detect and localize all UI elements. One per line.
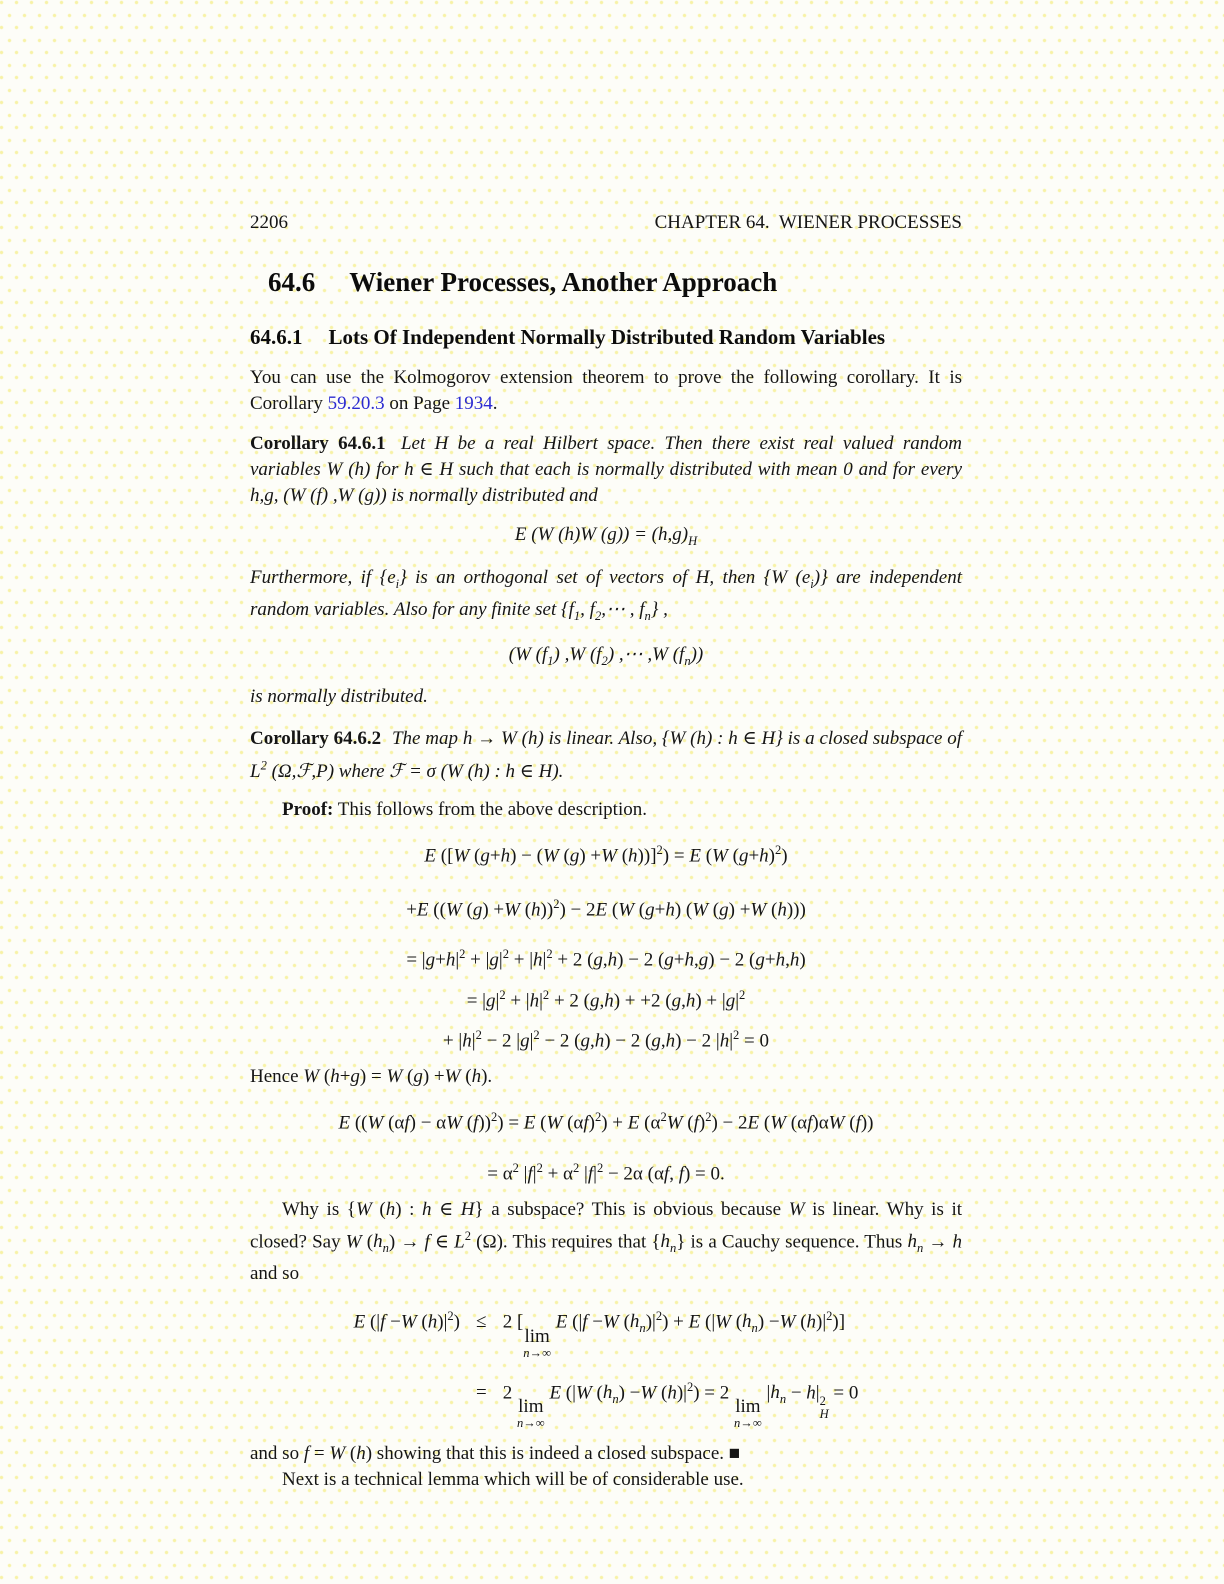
section-title: Wiener Processes, Another Approach [349,266,778,297]
equation-line-2: +E ((W (g) +W (h))$^2$) − 2E (W (g+h) (W (g) +W (h))) [406,897,806,921]
corollary-64-6-2-body: The map h → W (h) is linear. Also, {W (h) : h ∈ H} is a closed subspace of $L^2$ (Ω,ℱ,P) where ℱ = σ (W (h) : h ∈ H). [250,728,963,782]
equation-line-1: E ([W (g+h) − (W (g) +W (h))]$^2$) = E (W $(g+h)^2$) [424,842,788,867]
equation-block-scalar [250,1104,962,1187]
next-lemma-paragraph: Next is a technical lemma which will be of considerable use. [282,1468,744,1490]
equation-scalar-line-1: E ((W (αf) − αW (f))$^2$) = E (W $(\alpha f)^2) + E$ ($\alpha^2W$ $(f)^2) - 2E$ (W (αf)αW (f)) [338,1110,874,1134]
limit-eq-relation-1: ≤ [476,1311,487,1333]
why-paragraph: Why is {W (h) : h ∈ H} a subspace? This is obvious because W is linear. Why is it closed? Say W $(h_n) \to f$ ∈ $L^2$ (Ω). This requires that $\{h_n\}$ is a Cauchy sequence. Thus $h_n \to h$ and so [250,1199,963,1285]
corollary-64-6-1-closing: is normally distributed. [250,686,428,708]
hence-paragraph: Hence W (h+g) = W (g) +W (h). [250,1066,493,1088]
corollary-64-6-1 [250,431,962,509]
subsection-heading [250,324,962,351]
proof-label: Proof: [282,798,334,820]
equation-covariance: E (W (h)W $(g)) = (h,g)_H$ [514,524,698,548]
limit-eq-relation-2: = [475,1382,487,1404]
chapter-header: CHAPTER 64. WIENER PROCESSES [654,212,962,233]
corollary-64-6-1-continued: Furthermore, if $\{e_i\}$ is an orthogonal set of vectors of H, then {W $(e_i)$} are independent random variables. Also for any finite set {$f_1$, $f_2,\cdots$ , $f_n$} , [250,566,963,623]
limit-eq-rhs-1: 2 [ lim n→∞ E (|f −W $(h_n)|^2) + E$ (|W $(h_n) -W$ $(h)|^2$)] [502,1309,846,1360]
corollary-64-6-2 [250,726,962,784]
limit-eq-rhs-2: 2 lim n→∞ E (|W $(h_n) -W$ $(h)|^2) = 2$ lim n→∞ $|h_n - h|$ 2 H = 0 [502,1379,859,1431]
proof-text: This follows from the above description. [333,798,647,820]
equation-line-3: = $|g+h|^2 + |g|^2 + |h|^2 + 2$ (g,h) − 2 (g+h,g) − 2 (g+h,h) [406,947,806,971]
corollary-64-6-2-label: Corollary 64.6.2 [250,728,382,750]
intro-text-3: . [492,393,498,415]
proof-paragraph [250,797,962,823]
subsection-number: 64.6.1 [250,324,303,349]
equation-block-limit [250,1303,962,1430]
intro-text-2: on Page [384,393,455,415]
equation-line-4: = $|g|^2 + |h|^2 + 2$ (g,h) + +2 $(g,h) + |g|^2$ [466,987,746,1012]
page-number: 2206 [250,212,288,233]
corollary-ref-link[interactable]: 59.20.3 [327,393,385,415]
equation-finite-set: (W $(f_1)$ ,W $(f_2)$ ,⋯ ,W $(f_n)$) [508,643,704,668]
section-heading [268,265,962,300]
equation-block-expansion [250,837,962,1055]
subsection-title: Lots Of Independent Normally Distributed Random Variables [328,324,886,349]
equation-line-5: + $|h|^2 - 2$ $|g|^2 - 2$ (g,h) − 2 (g,h) − 2 $|h|^2 = 0$ [442,1028,770,1052]
intro-paragraph [250,365,962,417]
closing-paragraph: and so f = W (h) showing that this is indeed a closed subspace. ■ [250,1442,741,1464]
corollary-64-6-1-body: Let H be a real Hilbert space. Then there exist real valued random variables W (h) for h ∈ H such that each is normally distributed with mean 0 and for every h,g, (W (f) ,W (g)) is normally distributed and [250,433,963,507]
corollary-64-6-1-label: Corollary 64.6.1 [250,433,386,455]
page-ref-link[interactable]: 1934 [454,393,493,415]
limit-eq-lhs: E (|f −W $(h)|^2$) [353,1309,460,1333]
equation-scalar-line-2: = $\alpha^2$ $|f|^2 + \alpha^2$ $|f|^2 - 2\alpha$ (αf, f) = 0. [487,1160,725,1184]
intro-text-1: You can use the Kolmogorov extension theorem to prove the following corollary. It is Corollary [250,367,962,415]
running-header [250,212,962,235]
section-number: 64.6 [268,266,316,297]
